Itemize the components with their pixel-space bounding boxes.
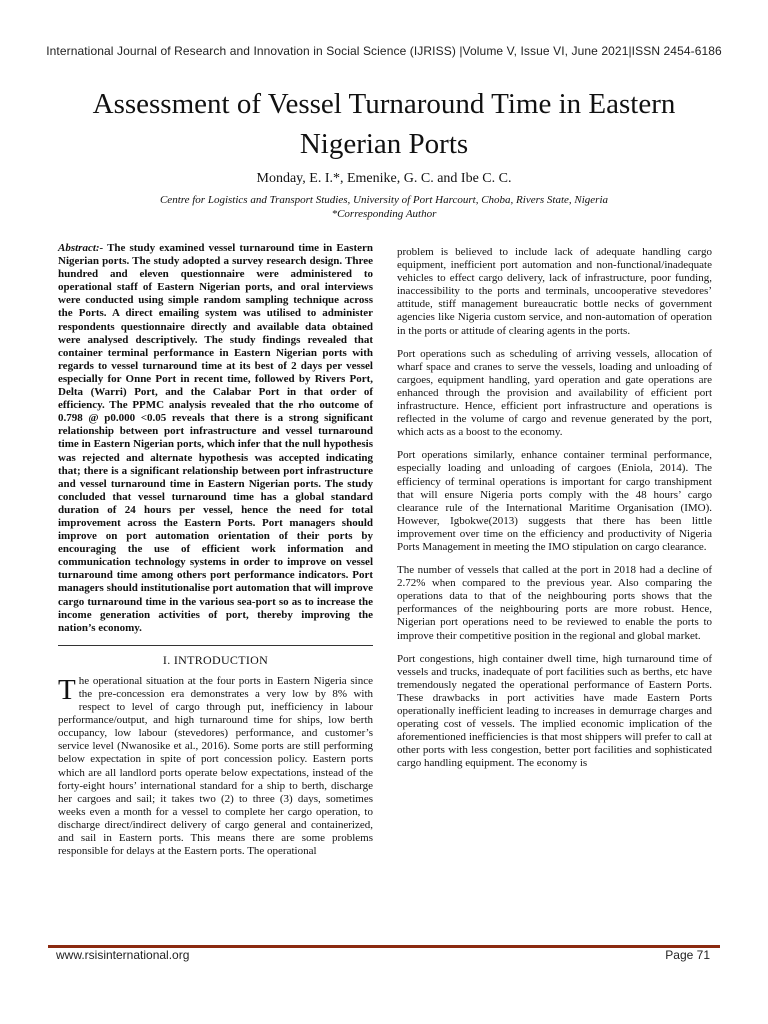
corresponding-author-note: *Corresponding Author [331,208,437,220]
abstract-text: The study examined vessel turnaround time in Eastern Nigerian ports. The study adopted a survey research design. Three hundred and eleven questionnaire were administered to operational staff of Eastern Nigerian ports, and oral interviews were conducted using simple random sampling technique across the Ports. A direct emailing system was utilised to administer respondents questionnaire directly and available data obtained were analysed descriptively. The study findings revealed that container terminal performance in Eastern Nigerian ports with regards to vessel turnaround time at its best of 2 days per vessel especially for Onne Port in recent time, followed by Rivers Port, Delta (Warri) Port, and the Calabar Port in that order of efficiency. The PPMC analysis revealed that the rho outcome of 0.798 @ p0.000 <0.05 reveals that there is a strong significant relationship between port infrastructure and vessel turnaround time in Eastern Nigerian ports, which infer that the null hypothesis was rejected and alternate hypothesis was accepted indicating that; there is a significant relationship between port infrastructure and vessel turnaround time in Eastern Nigerian ports. The study concluded that vessel turnaround time has a global standard duration of 24 hours per vessel, hence the need for total improvement across the Eastern Ports. Port managers should improve on port automation orientation of their ports by encouraging the use of efficient work information and communication technology systems in order to improve on vessel turnaround time among others port performance indicators. Port managers should institutionalise port automation that will improve cargo turnaround time in the various sea-port so as to increase the income generation activities of port, thereby improving the nation’s economy. [58,242,373,634]
journal-header: International Journal of Research and Innovation in Social Science (IJRISS) |Volume V, Issue VI, June 2021|ISSN 2454-6186 [46,44,722,58]
body-paragraph: Port operations similarly, enhance container terminal performance, especially loading and unloading of cargoes (Eniola, 2014). The efficiency of terminal operations is important for cargo transhipment that will ensure Nigeria ports comply with the 48 hours’ cargo clearance rule of the International Maritime Organisation (IMO). However, Igbokwe(2013) suggests that there has been little improvement over time on the efficiency and productivity of Nigeria Ports Management in meeting the IMO stipulation on cargo clearance. [397,449,712,553]
left-column [58,242,373,868]
right-column [397,246,712,780]
introduction-paragraph: The operational situation at the four ports in Eastern Nigeria since the pre-concession era demonstrates a very low by 8% with respect to level of cargo through put, inefficiency in labour performance/output, and high turnaround time for ships, low berth occupancy, low labour (stevedores) performance, and customer’s service level (Nwanosike et al., 2016). Some ports are still performing below expectation in spite of port concession policy. Eastern ports which are all landlord ports operate below expectations, instead of the forty-eight hours’ international standard for a ship to berth, discharge her cargoes and sail; it takes two (2) to three (3) days, sometimes weeks even a month for a vessel to complete her cargo operation, to discharge direct/indirect delivery of cargo general and containerized, and sail in Eastern ports. This means there are some problems responsible for delays at the Eastern ports. The operational [58,673,373,858]
body-paragraph: problem is believed to include lack of adequate handling cargo equipment, inefficient port automation and non-functional/inadequate vehicles to effect cargo delivery, lack of infrastructure, poor funding, inaccessibility to the ports and terminals, uncooperative stevedores’ attitude, stiff management bureaucratic bottle necks of government agencies like Nigeria custom service, and non-automation of operation in the ports or attitude of clearing agents in the ports. [397,246,712,337]
paper-title: Assessment of Vessel Turnaround Time in Eastern Nigerian Ports [92,88,676,160]
body-paragraph: Port operations such as scheduling of arriving vessels, allocation of wharf space and cranes to serve the vessels, loading and unloading of cargoes, equipment handling, yard operation and gate operations are enhanced through the provision and availability of efficient port infrastructure. Hence, efficient port infrastructure and operations is reflected in the volume of cargo and revenue generated by the port, which acts as a boost to the economy. [397,347,712,439]
paper-authors: Monday, E. I.*, Emenike, G. C. and Ibe C. C. [256,171,512,186]
abstract-divider [58,645,373,646]
page-number: Page 71 [665,948,710,962]
affiliation: Centre for Logistics and Transport Studies, University of Port Harcourt, Choba, Rivers State, Nigeria [159,194,609,206]
abstract-label: Abstract:- [58,242,104,254]
footer-website: www.rsisinternational.org [56,948,190,962]
body-paragraph: Port congestions, high container dwell time, high turnaround time of vessels and trucks, inadequate of port facilities such as berths, etc have tremendously negated the operational performance of Eastern Ports. These drawbacks in port activities have made Eastern Ports operationally inefficient leading to increases in demurrage charges and operating cost of vessels. The implied economic implication of the aforementioned inefficiencies is that most shippers will prefer to call at other ports with less congestion, better port facilities and sophisticated cargo handling equipment. The economy is [397,652,712,770]
body-paragraph: The number of vessels that called at the port in 2018 had a decline of 2.72% when compared to the previous year. Also comparing the operations data to that of the neighbouring ports shows that the performances of the neighbouring ports are more robust. Hence, Nigerian port operations need to be reviewed to enable the ports to improve their competitive position in the regional and global market. [397,564,712,642]
author-affiliation-block [0,193,768,221]
abstract [58,242,373,635]
section-heading-introduction: I. INTRODUCTION [162,652,269,667]
